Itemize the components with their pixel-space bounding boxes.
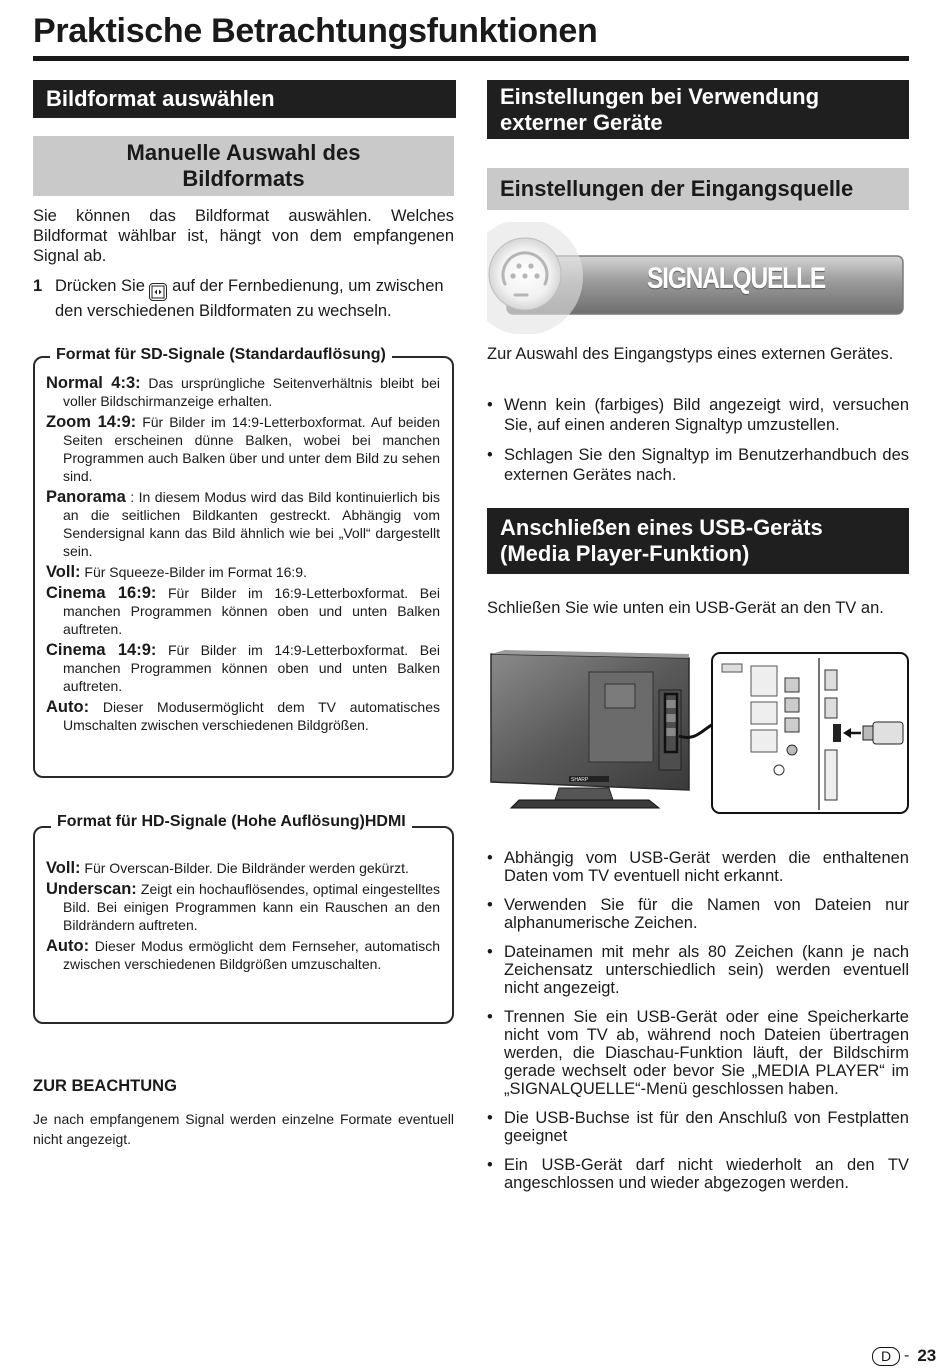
format-description: Für Bilder im 16:9-Letterboxformat. Bei manchen Programmen können oben und unten Balken auftreten. [63,585,440,637]
usb-bullet-list [487,849,909,1203]
format-entry [46,641,440,695]
format-entry [46,584,440,638]
bullet-text: Trennen Sie ein USB-Gerät oder eine Speicherkarte nicht vom TV ab, während noch Dateien übertragen werden, die Diaschau-Funktion läuft, der Bildschirm gerade wechselt oder bevor Sie „MEDIA PLAYER“ im „SIGNALQUELLE“-Menü geschlossen haben. [504,1008,909,1098]
bullet-text: Die USB-Buchse ist für den Anschluß von Festplatten geeignet [504,1109,909,1145]
section-header-externe-geraete [487,80,909,139]
bullet-text: Dateinamen mit mehr als 80 Zeichen (kann je nach Zeichensatz unterschiedlich sein) werden eventuell nicht angezeigt. [504,943,909,997]
format-term: Cinema 14:9: [46,641,157,659]
step-number: 1 [33,277,43,295]
bullet-icon: • [487,1008,493,1026]
format-description: Für Squeeze-Bilder im Format 16:9. [84,564,307,580]
format-description: Für Bilder im 14:9-Letterboxformat. Auf beiden Seiten erscheinen dünne Balken, wobei bei manchen Programmen auch Balken über und unter dem Bild zu sehen sind. [63,414,441,484]
page-separator: - [904,1347,910,1364]
format-description: Zeigt ein hochauflösendes, optimal eingestelltes Bild. Bei einigen Programmen kann ein Rauschen an den Bildrändern auftreten. [63,881,440,933]
format-term: Voll: [46,859,81,877]
title-rule [33,56,909,61]
format-entry [46,488,440,560]
sd-entries-list [46,374,440,737]
signal-bullet-list [487,395,909,495]
bullet-icon: • [487,943,493,961]
bullet-item [487,896,909,932]
tv-brand-label: SHARP [571,777,589,783]
hd-box-title: Format für HD-Signale (Hohe Auflösung)HDMI [51,813,412,831]
format-entry [46,937,440,973]
section-header-bildformat [33,80,456,118]
sub-header-eingangsquelle [487,168,909,210]
format-entry [46,880,440,934]
bullet-icon: • [487,446,493,464]
format-entry [46,698,440,734]
page-footer [872,1346,936,1366]
format-term: Normal 4:3: [46,374,141,392]
signalquelle-banner [487,222,909,334]
bullet-text: Wenn kein (farbiges) Bild angezeigt wird, versuchen Sie, auf einen anderen Signaltyp umzustellen. [504,396,909,434]
note-text: Je nach empfangenem Signal werden einzelne Formate eventuell nicht angezeigt. [33,1111,454,1147]
format-term: Zoom 14:9: [46,413,137,431]
tv-usb-diagram-graphic [489,650,911,818]
bullet-item [487,395,909,435]
sub-header-manuelle-auswahl [33,136,454,196]
note-title: ZUR BEACHTUNG [33,1077,177,1095]
format-description: Dieser Modusermöglicht dem TV automatisches Umschalten zwischen verschiedenen Bildgrößen. [63,699,440,733]
bullet-icon: • [487,1109,493,1127]
bullet-text: Verwenden Sie für die Namen von Dateien nur alphanumerische Zeichen. [504,896,909,932]
section-header-label: Bildformat auswählen [46,86,275,111]
format-term: Auto: [46,698,90,716]
bullet-item [487,1156,909,1192]
format-entry [46,563,440,581]
sd-box-title: Format für SD-Signale (Standardauflösung) [50,346,392,364]
page-title: Praktische Betrachtungsfunktionen [33,12,598,50]
bullet-text: Abhängig vom USB-Gerät werden die enthaltenen Daten vom TV eventuell nicht erkannt. [504,849,909,885]
page-number: 23 [917,1346,937,1365]
usb-connection-diagram [489,650,911,818]
section-header-usb [487,508,909,574]
bullet-text: Schlagen Sie den Signaltyp im Benutzerhandbuch des externen Gerätes nach. [504,446,909,484]
format-description: Für Overscan-Bilder. Die Bildränder werden gekürzt. [84,860,409,876]
bullet-icon: • [487,1156,493,1174]
bullet-icon: • [487,396,493,414]
format-description: Für Bilder im 14:9-Letterboxformat. Bei manchen Programmen können oben und unten Balken auftreten. [63,642,440,694]
format-description: : In diesem Modus wird das Bild kontinuierlich bis an die seitlichen Bildkanten gestreckt. Abhängig vom Sendersignal kann das Bild ähnlich wie bei „Voll“ dargestellt sein. [63,489,441,559]
format-entry [46,859,440,877]
step-text-after: auf der Fernbedienung, um zwischen den verschiedenen Bildformaten zu wechseln. [55,277,444,320]
bullet-item [487,445,909,485]
step-text-before: Drücken Sie [55,277,145,295]
section-header-label: Anschließen eines USB-Geräts (Media Player-Funktion) [500,515,823,566]
intro-paragraph: Sie können das Bildformat auswählen. Welches Bildformat wählbar ist, hängt von dem empfangenen Signal ab. [33,207,454,265]
format-term: Auto: [46,937,90,955]
step-1 [33,276,454,321]
eingangstyp-intro: Zur Auswahl des Eingangstyps eines externen Gerätes. [487,345,894,363]
sub-header-label: Manuelle Auswahl des Bildformats [126,140,361,191]
section-header-label: Einstellungen bei Verwendung externer Geräte [500,83,820,135]
bullet-item [487,849,909,885]
bullet-item [487,1008,909,1098]
format-term: Cinema 16:9: [46,584,157,602]
bullet-item [487,943,909,997]
signalquelle-banner-text: SIGNALQUELLE [647,262,825,295]
format-description: Dieser Modus ermöglicht dem Fernseher, automatisch zwischen verschiedenen Bildgrößen umzuschalten. [63,938,440,972]
usb-intro: Schließen Sie wie unten ein USB-Gerät an den TV an. [487,599,884,617]
format-term: Panorama [46,488,126,506]
language-badge: D [872,1347,900,1366]
bullet-text: Ein USB-Gerät darf nicht wiederholt an den TV angeschlossen und wieder abgezogen werden. [504,1156,909,1192]
hd-entries-list [46,859,440,976]
format-entry [46,413,440,485]
format-entry [46,374,440,410]
format-term: Voll: [46,563,81,581]
bullet-icon: • [487,849,493,867]
format-button-icon [149,283,167,301]
format-description: Das ursprüngliche Seitenverhältnis bleibt bei voller Bildschirmanzeige erhalten. [63,375,440,409]
bullet-icon: • [487,896,493,914]
format-term: Underscan: [46,880,137,898]
bullet-item [487,1109,909,1145]
sub-header-label: Einstellungen der Eingangsquelle [500,176,854,201]
